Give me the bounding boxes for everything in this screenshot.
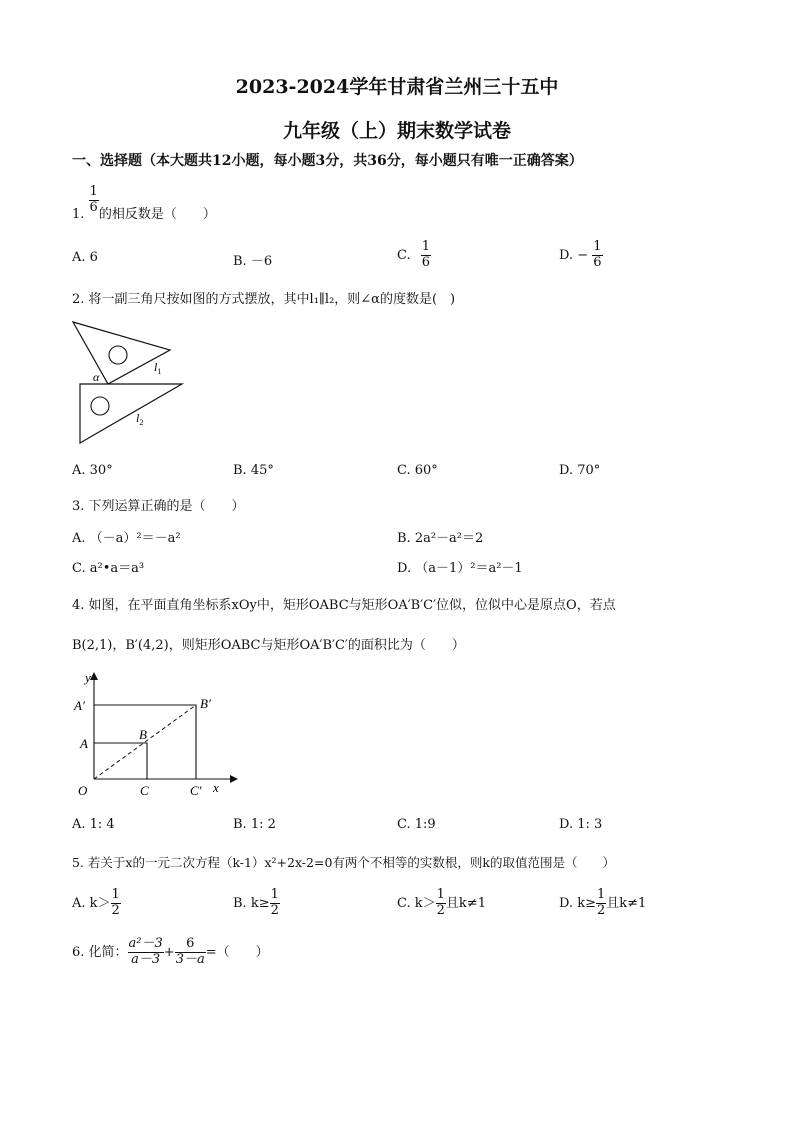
- q2-option-c: C. 60°: [397, 463, 438, 478]
- q3-option-c: C. a²•a＝a³: [72, 561, 145, 576]
- label-l2: $l_2$: [136, 411, 144, 427]
- question-1: [72, 185, 216, 222]
- q1-option-b: B. －6: [233, 254, 273, 269]
- label-b: B: [139, 727, 147, 742]
- q4-option-a: A. 1: 4: [72, 817, 115, 832]
- q1-option-c-fraction: $\frac{1}{6}$: [421, 239, 431, 270]
- q1-option-d-fraction: $\frac{1}{6}$: [593, 239, 602, 270]
- q3-option-a: A. （－a）²＝－a²: [72, 531, 181, 546]
- label-a-prime: A′: [74, 698, 85, 713]
- q6-fraction-1: $\frac{\text{a²－3}}{a-3}$: [128, 936, 163, 967]
- q4-option-d: D. 1: 3: [559, 817, 603, 832]
- question-6: 6. 化简： $\frac{\text{a²－3}}{a-3}$ + $\frac{6}{3-a}$ =（ ）: [72, 936, 269, 967]
- exam-title-line2: 九年级（上）期末数学试卷: [282, 120, 511, 142]
- q1-option-d: D. − $\frac{1}{6}$: [559, 239, 602, 270]
- upper-triangle-ruler: [73, 322, 170, 384]
- q5-option-b: B. k≥ $\frac{1}{2}$: [233, 887, 279, 918]
- q2-option-d: D. 70°: [559, 463, 601, 478]
- label-c-prime: C′: [190, 783, 202, 798]
- q6-fraction-2: $\frac{6}{3-a}$: [175, 936, 205, 967]
- q5-option-a: A. k＞ $\frac{1}{2}$: [72, 887, 120, 918]
- question-3: 3. 下列运算正确的是（ ）: [72, 499, 245, 514]
- label-b-prime: B′: [200, 696, 211, 711]
- q2-option-b: B. 45°: [233, 463, 274, 478]
- q5-option-a-fraction: $\frac{1}{2}$: [111, 887, 120, 918]
- question-4-line1: 4. 如图，在平面直角坐标系xOy中，矩形OABC与矩形OA′B′C′位似，位似中心是原点O，若点: [72, 598, 616, 613]
- question-4-line2: B(2,1)，B′(4,2)，则矩形OABC与矩形OA′B′C′的面积比为（ ）: [72, 638, 465, 653]
- question-1-number: 1.: [72, 206, 85, 222]
- label-a: A: [80, 736, 88, 751]
- upper-ruler-hole: [109, 346, 127, 364]
- q5-option-c-fraction: $\frac{1}{2}$: [436, 887, 445, 918]
- question-1-text: 的相反数是（ ）: [98, 206, 216, 222]
- q3-option-b: B. 2a²－a²＝2: [397, 531, 484, 546]
- q4-option-c: C. 1:9: [397, 817, 436, 832]
- q3-option-d: D. （a－1）²＝a²－1: [397, 561, 523, 576]
- label-alpha: α: [93, 370, 100, 384]
- label-y: y: [85, 670, 91, 685]
- question-2: 2. 将一副三角尺按如图的方式摆放，其中l₁∥l₂，则∠α的度数是( ): [72, 292, 456, 307]
- q5-option-c: C. k＞ $\frac{1}{2}$ 且k≠1: [397, 887, 486, 918]
- q4-option-b: B. 1: 2: [233, 817, 276, 832]
- exam-title-line1: 2023-2024学年甘肃省兰州三十五中: [235, 76, 559, 98]
- q4-coordinate-figure: [70, 668, 240, 803]
- q1-option-c: C. $\frac{1}{6}$: [397, 239, 431, 270]
- dashed-ray-ob2: [94, 705, 196, 779]
- q5-option-d: D. k≥ $\frac{1}{2}$ 且k≠1: [559, 887, 647, 918]
- label-o: O: [78, 783, 88, 798]
- q5-option-b-fraction: $\frac{1}{2}$: [270, 887, 279, 918]
- q2-option-a: A. 30°: [72, 463, 113, 478]
- question-1-fraction: $\frac{1}{6}$: [89, 184, 98, 215]
- q1-option-a: A. 6: [72, 250, 98, 265]
- q2-triangle-rulers-figure: [70, 318, 190, 448]
- label-l1: $l_1$: [154, 360, 162, 376]
- section-heading: 一、选择题（本大题共12小题，每小题3分，共36分，每小题只有唯一正确答案）: [72, 153, 583, 169]
- x-axis-arrow: [230, 775, 238, 783]
- label-x: x: [213, 780, 219, 795]
- label-c: C: [140, 783, 149, 798]
- question-5: 5. 若关于x的一元二次方程（k-1）x²+2x-2=0有两个不相等的实数根，则k的取值范围是（ ）: [72, 855, 615, 870]
- lower-ruler-hole: [91, 397, 109, 415]
- y-axis-arrow: [90, 672, 98, 680]
- q5-option-d-fraction: $\frac{1}{2}$: [597, 887, 606, 918]
